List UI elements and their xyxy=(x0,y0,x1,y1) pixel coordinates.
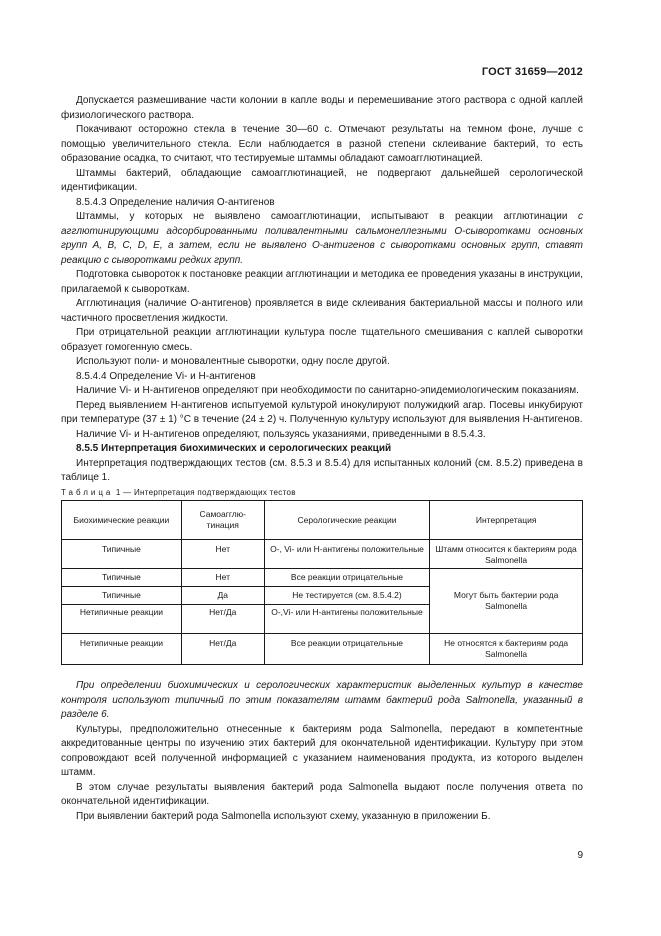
interpretation-table xyxy=(61,500,583,665)
page-number: 9 xyxy=(577,850,583,861)
paragraph: Культуры, предположительно отнесенные к бактериям рода Salmonella, передают в компетентные аккредитованные центры по изучению этих бактерий для окончательной идентификации. Культуру при этом сопровождают всей полученной информацией с указанием наименования продукта, из которого выделен штамм. xyxy=(61,723,583,778)
table-row xyxy=(62,569,583,587)
paragraph: При выявлении бактерий рода Salmonella используют схему, указанную в приложении Б. xyxy=(76,810,491,822)
paragraph: При отрицательной реакции агглютинации культура после тщательного смешивания с каплей сыворотки образует гомогенную смесь. xyxy=(61,327,583,353)
paragraph: Интерпретация подтверждающих тестов (см. 8.5.3 и 8.5.4) для испытанных колоний (см. 8.5.2) приведена в таблице 1. xyxy=(61,457,583,483)
table-cell: Нетипичные реакции xyxy=(62,634,182,665)
table-cell-merged: Могут быть бактерии рода Salmonella xyxy=(430,569,583,634)
table-cell: Типичные xyxy=(62,569,182,587)
paragraph-o-antigens xyxy=(61,210,583,268)
paragraph: Подготовка сывороток к постановке реакции агглютинации и методика ее проведения указаны в инструкции, прилагаемой к сывороткам. xyxy=(61,269,583,295)
paragraph: Используют поли- и моновалентные сыворотки, одну после другой. xyxy=(76,356,390,367)
section-heading-855: 8.5.5 Интерпретация биохимических и серологических реакций xyxy=(76,443,392,454)
table-caption-title: 1 — Интерпретация подтверждающих тестов xyxy=(113,487,296,497)
italic-run: , а затем, если не выявлено О-антигенов с сыворотками основных групп, ставят реакцию с сыворотками редких групп. xyxy=(61,240,584,266)
table-cell: Нет xyxy=(181,569,264,587)
table-row xyxy=(62,540,583,569)
paragraph: Наличие Vi- и Н-антигенов определяют, пользуясь указаниями, приведенными в 8.5.4.3. xyxy=(76,428,486,440)
table-cell: Все реакции отрицательные xyxy=(264,634,430,665)
paragraph: Покачивают осторожно стекла в течение 30—60 с. Отмечают результаты на темном фоне, лучше с помощью увеличительного стекла. Если наблюдается в разной степени склеивание бактерий, то есть образование осадка, то считают, что тестируемые штаммы обладают самоагглютинацией. xyxy=(61,124,583,164)
paragraph: Агглютинация (наличие О-антигенов) проявляется в виде склеивания бактериальной массы и полного или частичного просветления жидкости. xyxy=(61,298,583,324)
table-cell: Да xyxy=(181,587,264,605)
header-interpretation: Интерпретация xyxy=(430,501,583,540)
text-run: Штаммы, у которых не выявлено самоагглютинации, испытывают в реакции агглютинации xyxy=(76,211,578,222)
paragraph: Штаммы бактерий, обладающие самоагглютинацией, не подвергают дальнейшей серологической идентификации. xyxy=(61,167,583,193)
table-cell: Нет xyxy=(181,540,264,569)
table-cell: Нет/Да xyxy=(181,634,264,665)
header-serology: Серологические реакции xyxy=(264,501,430,540)
table-cell: Штамм относится к бактериям рода Salmonella xyxy=(430,540,583,569)
table-cell: Типичные xyxy=(62,587,182,605)
paragraph: В этом случае результаты выявления бактерий рода Salmonella выдают после получения ответа по окончательной идентификации. xyxy=(61,781,583,807)
italic-note: При определении биохимических и серологических характеристик выделенных культур в качестве контроля используют типичный по этим показателям штамм бактерий рода Salmonella, указанный в разделе 6. xyxy=(61,680,583,720)
document-header: ГОСТ 31659—2012 xyxy=(481,66,583,78)
header-biochem: Биохимические реакции xyxy=(62,501,182,540)
table-row xyxy=(62,634,583,665)
table-cell: О-, Vi- или Н-антигены положительные xyxy=(264,540,430,569)
table-cell: О-,Vi- или Н-антигены положительные xyxy=(264,605,430,634)
table-caption-word: Таблица xyxy=(61,487,114,497)
section-heading-8544: 8.5.4.4 Определение Vi- и Н-антигенов xyxy=(76,370,256,382)
section-heading-8543: 8.5.4.3 Определение наличия О-антигенов xyxy=(76,196,275,208)
table-cell: Все реакции отрицательные xyxy=(264,569,430,587)
table-cell: Нет/Да xyxy=(181,605,264,634)
paragraph: Наличие Vi- и Н-антигенов определяют при необходимости по санитарно-эпидемиологическим показаниям. xyxy=(76,385,579,396)
table-cell: Не тестируется (см. 8.5.4.2) xyxy=(264,587,430,605)
document-body xyxy=(61,94,583,824)
table-caption xyxy=(61,486,583,501)
table-header-row xyxy=(62,501,583,540)
header-selfagg: Самоагглю-тинация xyxy=(181,501,264,540)
table-cell: Не относятся к бактериям рода Salmonella xyxy=(430,634,583,665)
paragraph: Перед выявлением Н-антигенов испытуемой культурой инокулируют полужидкий агар. Посевы инкубируют при температуре (37 ± 1) °С в течение (24 ± 2) ч. Полученную культуру используют для выявления Н-антигенов. xyxy=(61,399,583,425)
table-cell: Типичные xyxy=(62,540,182,569)
table-cell: Нетипичные реакции xyxy=(62,605,182,634)
paragraph: Допускается размешивание части колонии в капле воды и перемешивание этого раствора с одной каплей физиологического раствора. xyxy=(61,95,583,121)
italic-run: с агглютинирующими адсорбированными поливалентными сальмонеллезными О-сыворотками основных групп A, B, C, D, E xyxy=(61,211,583,251)
